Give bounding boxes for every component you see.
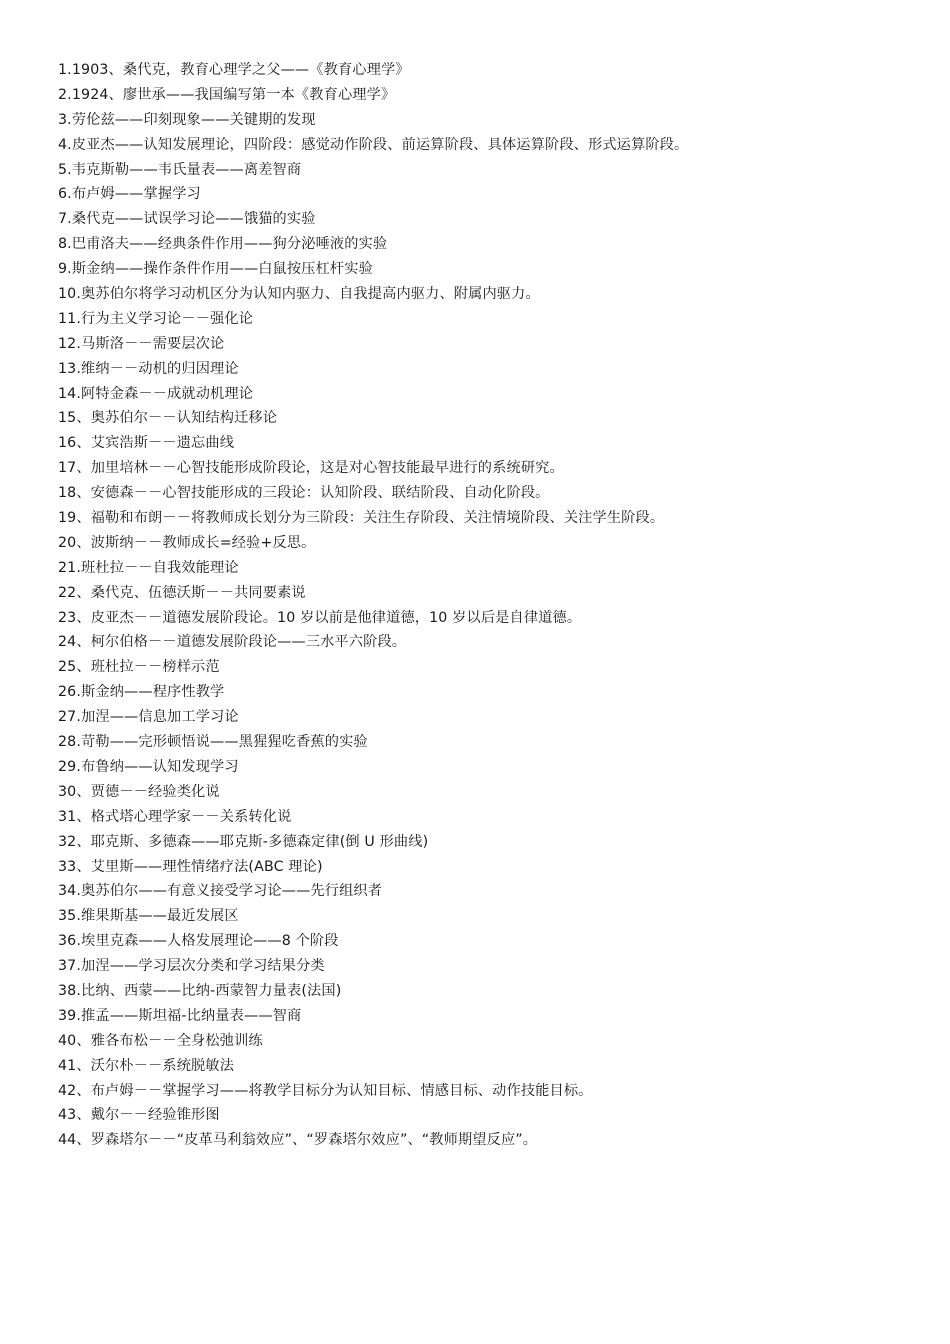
- text-line: 4.皮亚杰——认知发展理论，四阶段：感觉动作阶段、前运算阶段、具体运算阶段、形式运算阶段。: [58, 136, 689, 153]
- text-line: 40、雅各布松－－全身松弛训练: [58, 1032, 263, 1049]
- text-line: 19、福勒和布朗－－将教师成长划分为三阶段：关注生存阶段、关注情境阶段、关注学生阶段。: [58, 510, 665, 527]
- text-line: 14.阿特金森－－成就动机理论: [58, 385, 254, 402]
- text-line: 44、罗森塔尔－－“皮革马利翁效应”、“罗森塔尔效应”、“教师期望反应”。: [58, 1132, 538, 1149]
- text-line: 8.巴甫洛夫——经典条件作用——狗分泌唾液的实验: [58, 236, 388, 253]
- text-line-list: [58, 58, 918, 1153]
- text-line: 22、桑代克、伍德沃斯－－共同要素说: [58, 584, 306, 601]
- text-line: 23、皮亚杰－－道德发展阶段论。10 岁以前是他律道德，10 岁以后是自律道德。: [58, 609, 582, 626]
- text-line: 41、沃尔朴－－系统脱敏法: [58, 1057, 235, 1074]
- text-line: 42、布卢姆－－掌握学习——将教学目标分为认知目标、情感目标、动作技能目标。: [58, 1082, 593, 1099]
- text-line: 27.加涅——信息加工学习论: [58, 709, 239, 726]
- text-line: 15、奥苏伯尔－－认知结构迁移论: [58, 410, 278, 427]
- text-line: 11.行为主义学习论－－强化论: [58, 310, 254, 327]
- text-line: 36.埃里克森——人格发展理论——8 个阶段: [58, 933, 339, 950]
- text-line: 2.1924、廖世承——我国编写第一本《教育心理学》: [58, 86, 396, 103]
- text-line: 32、耶克斯、多德森——耶克斯-多德森定律(倒 U 形曲线): [58, 833, 429, 850]
- text-line: 26.斯金纳——程序性教学: [58, 684, 225, 701]
- text-line: 16、艾宾浩斯－－遗忘曲线: [58, 435, 235, 452]
- text-line: 34.奥苏伯尔——有意义接受学习论——先行组织者: [58, 883, 383, 900]
- text-line: 12.马斯洛－－需要层次论: [58, 335, 225, 352]
- text-line: 13.维纳－－动机的归因理论: [58, 360, 239, 377]
- text-line: 43、戴尔－－经验锥形图: [58, 1107, 220, 1124]
- text-line: 28.苛勒——完形顿悟说——黑猩猩吃香蕉的实验: [58, 734, 368, 751]
- text-line: 31、格式塔心理学家－－关系转化说: [58, 808, 292, 825]
- text-line: 9.斯金纳——操作条件作用——白鼠按压杠杆实验: [58, 261, 373, 278]
- text-line: 38.比纳、西蒙——比纳-西蒙智力量表(法国): [58, 982, 342, 999]
- text-line: 6.布卢姆——掌握学习: [58, 186, 201, 203]
- text-line: 29.布鲁纳——认知发现学习: [58, 758, 239, 775]
- text-line: 35.维果斯基——最近发展区: [58, 908, 239, 925]
- text-line: 33、艾里斯——理性情绪疗法(ABC 理论): [58, 858, 323, 875]
- text-line: 5.韦克斯勒——韦氏量表——离差智商: [58, 161, 302, 178]
- text-line: 1.1903、桑代克，教育心理学之父——《教育心理学》: [58, 62, 410, 78]
- text-line: 7.桑代克——试误学习论——饿猫的实验: [58, 211, 316, 228]
- text-line: 24、柯尔伯格－－道德发展阶段论——三水平六阶段。: [58, 634, 407, 651]
- text-line: 30、贾德－－经验类化说: [58, 783, 220, 800]
- text-line: 10.奥苏伯尔将学习动机区分为认知内驱力、自我提高内驱力、附属内驱力。: [58, 286, 540, 303]
- text-line: 39.推孟——斯坦福-比纳量表——智商: [58, 1007, 302, 1024]
- text-line: 21.班杜拉－－自我效能理论: [58, 559, 239, 576]
- text-line: 20、波斯纳－－教师成长=经验+反思。: [58, 534, 316, 551]
- text-line: 17、加里培林－－心智技能形成阶段论，这是对心智技能最早进行的系统研究。: [58, 460, 564, 477]
- text-line: 37.加涅——学习层次分类和学习结果分类: [58, 958, 325, 975]
- text-line: 25、班杜拉－－榜样示范: [58, 659, 220, 676]
- text-line: 18、安德森－－心智技能形成的三段论：认知阶段、联结阶段、自动化阶段。: [58, 485, 550, 502]
- text-line: 3.劳伦兹——印刻现象——关键期的发现: [58, 111, 316, 128]
